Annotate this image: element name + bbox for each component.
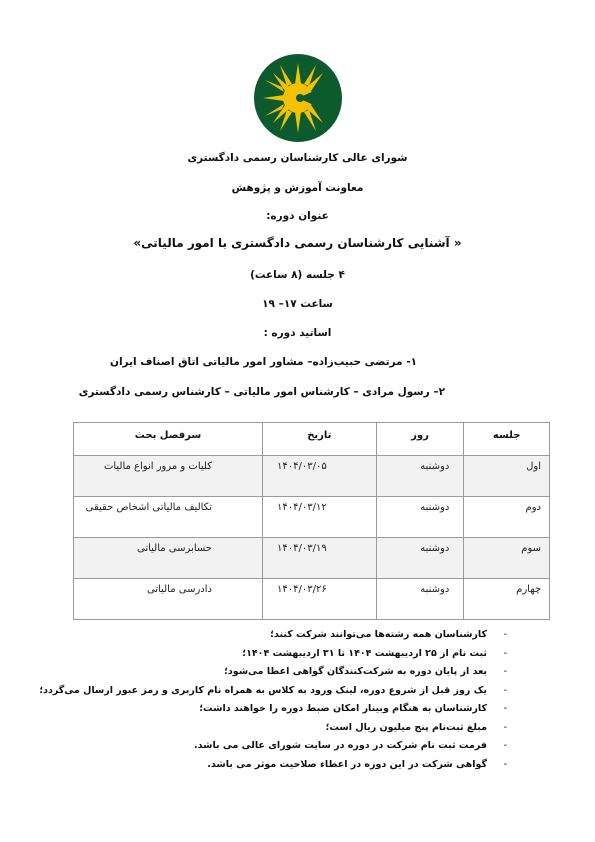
row-topic: کلیات و مرور انواع مالیات — [74, 456, 263, 497]
note-text: یک روز قبل از شروع دوره، لینک ورود به کلاس به همراه نام کاربری و رمز عبور ارسال می‌گردد؛ — [39, 684, 487, 696]
row-topic: دادرسی مالیاتی — [74, 579, 263, 620]
row-session: سوم — [464, 538, 550, 579]
row-date: ۱۴۰۴/۰۳/۲۶ — [262, 579, 376, 620]
row-topic: تکالیف مالیاتی اشخاص حقیقی — [74, 497, 263, 538]
row-date: ۱۴۰۴/۰۳/۱۹ — [262, 538, 376, 579]
teachers-label: اساتید دوره : — [263, 327, 332, 339]
table-row — [74, 579, 550, 620]
note-item — [39, 665, 507, 684]
row-session: دوم — [464, 497, 550, 538]
row-date: ۱۴۰۴/۰۳/۰۵ — [262, 456, 376, 497]
row-date: ۱۴۰۴/۰۳/۱۲ — [262, 497, 376, 538]
row-topic: حسابرسی مالیاتی — [74, 538, 263, 579]
course-title-label: عنوان دوره: — [266, 210, 329, 222]
council-name: شورای عالی کارشناسان رسمی دادگستری — [187, 152, 408, 164]
note-text: ثبت نام از ۲۵ اردیبهشت ۱۴۰۴ تا ۳۱ اردیبهشت ۱۴۰۴؛ — [242, 647, 487, 659]
table-row — [74, 497, 550, 538]
note-item — [39, 702, 507, 721]
deputy-name: معاونت آموزش و پژوهش — [231, 182, 364, 194]
council-logo — [254, 54, 342, 142]
note-item — [39, 628, 507, 647]
table-row — [74, 538, 550, 579]
note-bullet: - — [503, 721, 507, 733]
table-row — [74, 456, 550, 497]
header-session: جلسه — [464, 423, 550, 456]
note-item — [39, 758, 507, 777]
teacher-1: ۱- مرتضی حبیب‌زاده– مشاور امور مالیاتی اتاق اصناف ایران — [110, 356, 417, 368]
note-text: کارشناسان همه رشته‌ها می‌توانند شرکت کنند؛ — [270, 629, 487, 640]
header-topic: سرفصل بحث — [74, 423, 263, 456]
header-date: تاریخ — [262, 423, 376, 456]
note-item — [39, 647, 507, 666]
row-session: اول — [464, 456, 550, 497]
sessions-table — [73, 422, 550, 620]
note-text: مبلغ ثبت‌نام پنج میلیون ریال است؛ — [325, 721, 487, 733]
course-title: « آشنایی کارشناسان رسمی دادگستری با امور مالیاتی» — [133, 236, 462, 250]
row-session: چهارم — [464, 579, 550, 620]
note-item — [39, 721, 507, 740]
notes-list — [39, 628, 507, 776]
note-bullet: - — [503, 684, 507, 696]
note-item — [39, 684, 507, 703]
header-day: روز — [376, 423, 464, 456]
table-header-row — [74, 423, 550, 456]
note-text: فرمت ثبت نام شرکت در دوره در سایت شورای عالی می باشد. — [194, 740, 487, 751]
note-bullet: - — [503, 758, 507, 770]
note-text: کارشناسان به هنگام وبینار امکان ضبط دوره را خواهند داشت؛ — [199, 703, 487, 714]
note-text: بعد از پایان دوره به شرکت‌کنندگان گواهی اعطا می‌شود؛ — [224, 666, 487, 677]
row-day: دوشنبه — [376, 497, 464, 538]
row-day: دوشنبه — [376, 579, 464, 620]
note-bullet: - — [503, 666, 507, 677]
logo-center-dot — [296, 94, 304, 102]
note-item — [39, 739, 507, 758]
note-bullet: - — [503, 703, 507, 714]
teacher-2: ۲– رسول مرادی – کارشناس امور مالیاتی – کارشناس رسمی دادگستری — [78, 386, 445, 398]
row-day: دوشنبه — [376, 538, 464, 579]
note-bullet: - — [503, 647, 507, 659]
note-bullet: - — [503, 629, 507, 640]
sessions-hours: ۴ جلسه (۸ ساعت) — [250, 269, 345, 281]
note-text: گواهی شرکت در این دوره در اعطاء صلاحیت موثر می باشد. — [207, 758, 487, 770]
course-time: ساعت ۱۷– ۱۹ — [262, 298, 333, 310]
note-bullet: - — [503, 740, 507, 751]
row-day: دوشنبه — [376, 456, 464, 497]
